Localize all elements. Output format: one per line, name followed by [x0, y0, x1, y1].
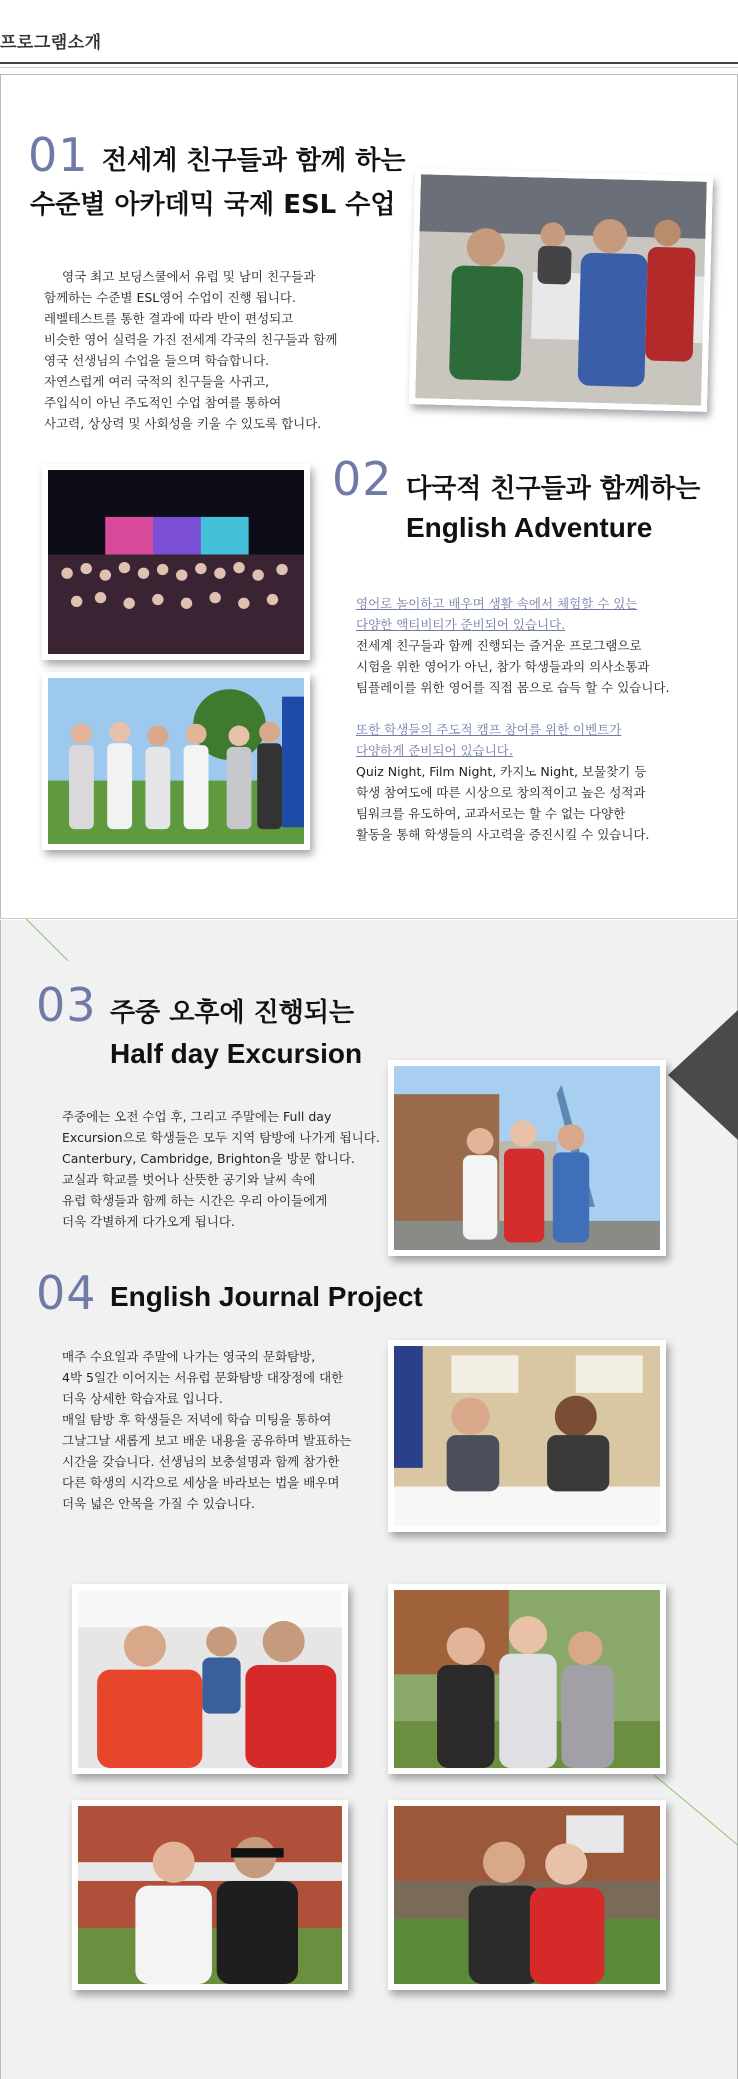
section-number-01: 01 — [28, 128, 89, 182]
excursion-photo — [388, 1060, 666, 1256]
paragraph-line: 자연스럽게 여러 국적의 친구들을 사귀고, — [44, 374, 270, 389]
paragraph-line: 학생 참여도에 따른 시상으로 창의적이고 높은 성적과 — [356, 785, 646, 800]
paragraph-line: 영국 선생님의 수업을 들으며 학습합니다. — [44, 353, 270, 368]
paragraph-line: 매주 수요일과 주말에 나가는 영국의 문화탐방, — [62, 1349, 316, 1364]
decorative-dark-shape — [668, 1010, 738, 1150]
paragraph-line: 팀플레이를 위한 영어를 직접 몸으로 습득 할 수 있습니다. — [356, 680, 670, 695]
section-number-04: 04 — [36, 1266, 97, 1320]
paragraph-line: 4박 5일간 이어지는 서유럽 문화탐방 대장정에 대한 — [62, 1370, 344, 1385]
highlight-line: 다양한 액티비티가 준비되어 있습니다. — [356, 617, 566, 632]
page-title: 프로그램소개 — [0, 33, 102, 53]
field-group-photo — [42, 672, 310, 850]
paragraph-line: Excursion으로 학생들은 모두 지역 탐방에 나가게 됩니다. — [62, 1130, 380, 1145]
section-number-02: 02 — [332, 452, 393, 506]
section-03-heading-line1: 주중 오후에 진행되는 — [110, 998, 355, 1028]
paragraph-line: Quiz Night, Film Night, 카지노 Night, 보물찾기 등 — [356, 764, 647, 779]
title-divider — [0, 62, 738, 64]
section-01-heading-line2: 수준별 아카데믹 국제 ESL 수업 — [30, 190, 396, 220]
paragraph-line: 사고력, 상상력 및 사회성을 키울 수 있도록 합니다. — [44, 416, 322, 431]
paragraph-line: 주입식이 아닌 주도적인 수업 참여를 통하여 — [44, 395, 282, 410]
highlight-line: 다양하게 준비되어 있습니다. — [356, 743, 513, 758]
paragraph-line: 더욱 상세한 학습자료 입니다. — [62, 1391, 223, 1406]
paragraph-line: 영국 최고 보딩스쿨에서 유럽 및 남미 친구들과 — [62, 269, 316, 284]
title-divider-thin — [0, 67, 738, 68]
stage-group-photo — [42, 464, 310, 660]
paragraph-line: 더욱 각별하게 다가오게 됩니다. — [62, 1214, 235, 1229]
paragraph-line: Canterbury, Cambridge, Brighton을 방문 합니다. — [62, 1151, 355, 1166]
journal-study-photo — [388, 1340, 666, 1532]
gallery-photo-two-boys — [72, 1800, 348, 1990]
highlight-line: 영어로 놀이하고 배우며 생활 속에서 체험할 수 있는 — [356, 596, 638, 611]
classroom-photo — [409, 168, 713, 412]
section-01-heading-line1: 전세계 친구들과 함께 하는 — [102, 146, 406, 176]
paragraph-spacer — [356, 698, 670, 719]
section-03-paragraph — [62, 1106, 380, 1232]
paragraph-line: 팀워크를 유도하여, 교과서로는 할 수 없는 다양한 — [356, 806, 626, 821]
gallery-photo-boy-and-girl — [388, 1800, 666, 1990]
section-02-heading-line1: 다국적 친구들과 함께하는 — [406, 474, 701, 504]
section-02-paragraph — [356, 593, 670, 845]
section-04-heading: English Journal Project — [110, 1281, 423, 1312]
paragraph-line: 시간을 갖습니다. 선생님의 보충설명과 함께 참가한 — [62, 1454, 340, 1469]
section-02-heading-line2: English Adventure — [406, 512, 653, 543]
section-04-paragraph — [62, 1346, 352, 1514]
paragraph-line: 시험을 위한 영어가 아닌, 참가 학생들과의 의사소통과 — [356, 659, 650, 674]
section-number-03: 03 — [36, 978, 97, 1032]
paragraph-line: 주중에는 오전 수업 후, 그리고 주말에는 Full day — [62, 1109, 332, 1124]
paragraph-line: 교실과 학교를 벗어나 산뜻한 공기와 날씨 속에 — [62, 1172, 316, 1187]
section-01-paragraph — [44, 266, 337, 434]
paragraph-line: 그날그날 새롭게 보고 배운 내용을 공유하며 발표하는 — [62, 1433, 352, 1448]
paragraph-line: 다른 학생의 시각으로 세상을 바라보는 법을 배우며 — [62, 1475, 340, 1490]
section-03-heading-line2: Half day Excursion — [110, 1038, 363, 1069]
paragraph-line: 비슷한 영어 실력을 가진 전세계 각국의 친구들과 함께 — [44, 332, 338, 347]
paragraph-line: 함께하는 수준별 ESL영어 수업이 진행 됩니다. — [44, 290, 296, 305]
paragraph-line: 레벨테스트를 통한 결과에 따라 반이 편성되고 — [44, 311, 294, 326]
gallery-photo-arm-wrestling — [72, 1584, 348, 1774]
paragraph-line: 전세계 친구들과 함께 진행되는 즐거운 프로그램으로 — [356, 638, 642, 653]
highlight-line: 또한 학생들의 주도적 캠프 참여를 위한 이벤트가 — [356, 722, 622, 737]
gallery-photo-three-girls — [388, 1584, 666, 1774]
paragraph-line: 매일 탐방 후 학생들은 저녁에 학습 미팅을 통하여 — [62, 1412, 332, 1427]
paragraph-line: 더욱 넓은 안목을 가질 수 있습니다. — [62, 1496, 255, 1511]
paragraph-line: 유럽 학생들과 함께 하는 시간은 우리 아이들에게 — [62, 1193, 328, 1208]
paragraph-line: 활동을 통해 학생들의 사고력을 증진시킬 수 있습니다. — [356, 827, 650, 842]
